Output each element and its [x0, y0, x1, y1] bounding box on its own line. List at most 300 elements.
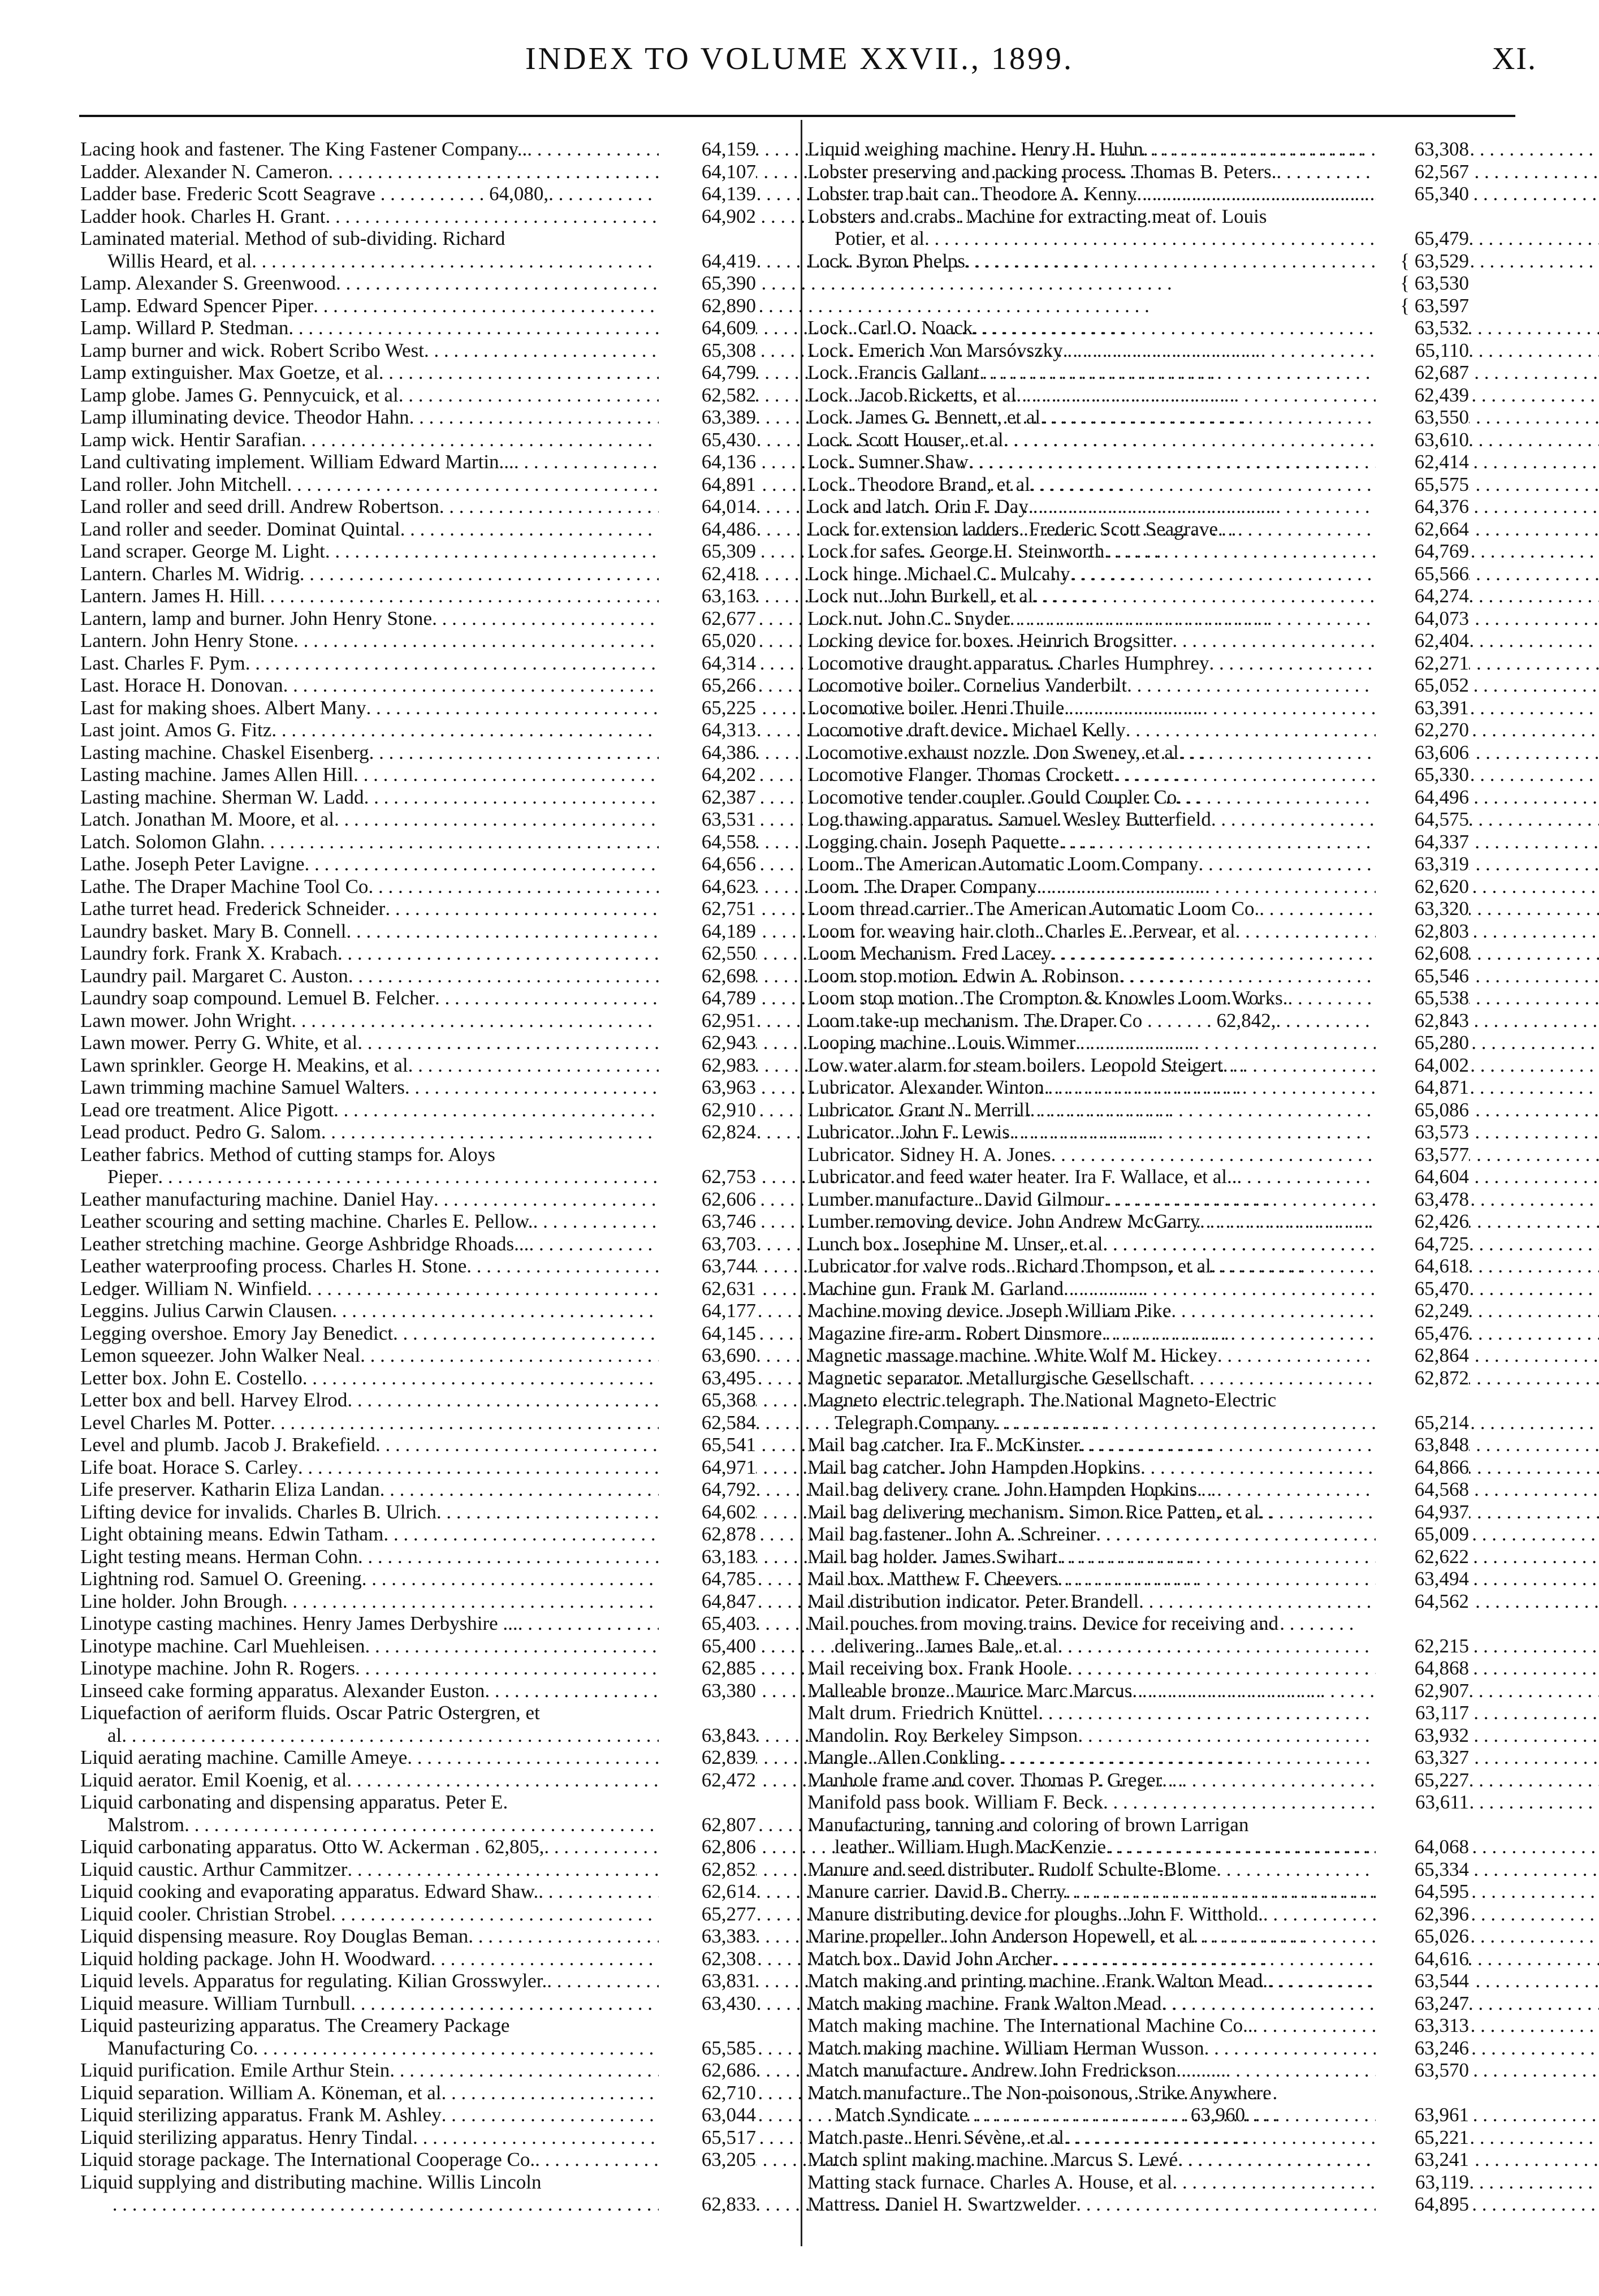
entry-text: Malt drum. Friedrich Knüttel . . .: [807, 1702, 1469, 1724]
entry-page-number: 62,864: [1376, 1344, 1469, 1367]
entry-text: Liquid holding package. John H. Woodward . . .: [80, 1948, 756, 1970]
index-entry: [807, 629, 1469, 652]
entry-page-number: 62,806: [659, 1836, 756, 1858]
index-entry: [80, 2082, 756, 2104]
entry-text: Liquid sterilizing apparatus. Henry Tindal . . .: [80, 2126, 756, 2149]
entry-page-number: 62,687: [1376, 361, 1469, 384]
index-entry: [807, 1568, 1469, 1590]
entry-text: Lamp globe. James G. Pennycuick, et al . . .: [80, 384, 756, 407]
index-entry: [80, 339, 756, 362]
entry-page-number: 63,044: [659, 2104, 756, 2126]
index-entry: [80, 2037, 756, 2060]
entry-text: Lawn mower. Perry G. White, et al . . .: [80, 1032, 756, 1054]
entry-page-number: 63,380: [659, 1680, 756, 1702]
index-entry: [80, 1791, 756, 1814]
index-entry: [80, 1546, 756, 1568]
index-entry: [807, 1210, 1469, 1233]
index-entry: [807, 1188, 1469, 1211]
index-entry: [807, 2037, 1469, 2060]
index-entry: [807, 1054, 1469, 1077]
index-entry: [807, 161, 1469, 183]
entry-text: Liquid supplying and distributing machine. Willis Lincoln: [80, 2170, 542, 2193]
index-entry: [807, 719, 1469, 741]
entry-text: Lathe turret head. Frederick Schneider . . .: [80, 897, 756, 920]
entry-text: Mail distribution indicator. Peter Brandell . . .: [807, 1590, 1469, 1613]
index-entry: [807, 875, 1469, 898]
index-entry: [80, 161, 756, 183]
entry-page-number: 62,910: [659, 1099, 756, 1121]
entry-page-number: 63,117: [1376, 1702, 1469, 1724]
header-rule: [79, 115, 1515, 117]
entry-page-number: 63,241: [1376, 2148, 1469, 2171]
entry-page-number: 64,274: [1376, 585, 1469, 607]
entry-text: Land roller. John Mitchell . . .: [80, 473, 756, 496]
entry-page-number: 65,334: [1376, 1858, 1469, 1881]
entry-text: Mail bag delivering mechanism. Simon Rice Patten, et al . . .: [807, 1501, 1469, 1524]
entry-text: Loom stop motion. The Crompton & Knowles Loom Works. . . .: [807, 987, 1469, 1009]
entry-page-number: 62,584: [659, 1412, 756, 1434]
entry-page-number: 62,943: [659, 1032, 756, 1054]
index-entry: [807, 1925, 1469, 1948]
index-entry: [807, 1032, 1469, 1054]
index-entry: [807, 1143, 1469, 1166]
entry-page-number: 63,570: [1376, 2059, 1469, 2082]
index-entry: [80, 1836, 756, 1858]
index-entry: [80, 1925, 756, 1948]
entry-page-number: 63,383: [659, 1925, 756, 1948]
entry-text: Manufacturing, tanning and coloring of brown Larrigan: [807, 1813, 1249, 1836]
entry-text: Leather waterproofing process. Charles H. Stone . . .: [80, 1255, 756, 1278]
entry-page-number: 63,247: [1376, 1992, 1469, 2015]
index-entry: [80, 1769, 756, 1792]
entry-page-number: 63,495: [659, 1367, 756, 1389]
index-entry: [80, 1970, 756, 1992]
entry-page-number: 64,107: [659, 161, 756, 183]
entry-page-number: 65,009: [1376, 1523, 1469, 1546]
entry-page-number: 63,119: [1376, 2171, 1469, 2194]
entry-text: Lobsters and crabs. Machine for extracting meat of. Louis: [807, 205, 1267, 227]
entry-page-number: 63,848: [1376, 1434, 1469, 1456]
entry-text: Manure and seed distributer. Rudolf Schulte-Blome . . .: [807, 1858, 1469, 1881]
entry-page-number: 62,308: [659, 1948, 756, 1970]
entry-text: Mail bag delivery crane. John Hampden Hopkins . . .: [807, 1478, 1469, 1501]
entry-text: Laminated material. Method of sub-dividing. Richard: [80, 227, 505, 249]
index-entry: [807, 1121, 1469, 1143]
entry-text: Magnetic massage machine. White Wolf M. Hickey . . .: [807, 1344, 1469, 1367]
entry-page-number: 63,606: [1376, 741, 1469, 764]
index-entry: [807, 1501, 1469, 1524]
entry-page-number: 64,486: [659, 518, 756, 541]
index-entry: [80, 1880, 756, 1903]
entry-page-number: 64,145: [659, 1322, 756, 1345]
entry-text: Light testing means. Herman Cohn . . .: [80, 1546, 756, 1568]
index-entry: [807, 1970, 1469, 1992]
index-entry: [80, 1635, 756, 1658]
entry-text: Linotype machine. John R. Rogers . . .: [80, 1657, 756, 1680]
entry-page-number: 64,895: [1376, 2193, 1469, 2216]
entry-text: Manifold pass book. William F. Beck . . .: [807, 1791, 1469, 1814]
entry-page-number: 65,214: [1376, 1412, 1469, 1434]
entry-text: Light obtaining means. Edwin Tatham . . .: [80, 1523, 756, 1546]
entry-text: Mandolin. Roy Berkeley Simpson . . .: [807, 1724, 1469, 1747]
entry-page-number: 64,902: [659, 205, 756, 228]
entry-page-number: 62,582: [659, 384, 756, 407]
entry-page-number: 64,558: [659, 831, 756, 853]
entry-page-number: 65,340: [1376, 183, 1469, 205]
entry-text: Liquid storage package. The International Cooperage Co. . . .: [80, 2148, 756, 2171]
index-entry: [807, 495, 1469, 518]
entry-text: Laundry soap compound. Lemuel B. Felcher . . .: [80, 987, 756, 1009]
entry-page-number: 63,744: [659, 1255, 756, 1278]
index-entry: [807, 1344, 1469, 1367]
index-entry: [807, 540, 1469, 563]
entry-text: leather. William Hugh MacKenzie . . .: [807, 1836, 1469, 1858]
entry-text: Life preserver. Katharin Eliza Landan . . .: [80, 1478, 756, 1501]
entry-text: Lawn mower. John Wright . . .: [80, 1009, 756, 1032]
entry-text: Loom take-up mechanism. The Draper Co . . . . . . . 62,842, . . .: [807, 1009, 1469, 1032]
entry-text: Lasting machine. James Allen Hill . . .: [80, 763, 756, 786]
entry-text: Manure distributing device for ploughs. John F. Witthold. . . .: [807, 1903, 1469, 1926]
entry-text: Land cultivating implement. William Edward Martin... . . .: [80, 451, 756, 473]
entry-page-number: 65,390: [659, 272, 756, 295]
index-entry: [807, 1322, 1469, 1345]
entry-text: Laundry pail. Margaret C. Auston . . .: [80, 965, 756, 987]
entry-text: Locomotive boiler. Henri Thuile . . .: [807, 697, 1469, 719]
entry-text: Lumber removing device. John Andrew McGarry . . .: [807, 1210, 1469, 1233]
entry-page-number: 65,026: [1376, 1925, 1469, 1948]
entry-page-number: 65,330: [1376, 763, 1469, 786]
entry-page-number: 65,266: [659, 674, 756, 697]
entry-text: Lock hinge. Michael C. Mulcahy . . .: [807, 563, 1469, 585]
entry-page-number: 62,622: [1376, 1546, 1469, 1568]
entry-page-number: 64,575: [1376, 808, 1469, 831]
index-entry: [80, 1724, 756, 1747]
index-entry: [807, 2104, 1469, 2126]
entry-text: Manure carrier. David B. Cherry . . .: [807, 1880, 1469, 1903]
entry-text: Level Charles M. Potter . . .: [80, 1412, 756, 1434]
index-entry: [807, 1434, 1469, 1456]
entry-page-number: 62,751: [659, 897, 756, 920]
entry-page-number: 64,602: [659, 1501, 756, 1524]
index-entry: [807, 942, 1469, 965]
index-entry: [80, 1143, 756, 1166]
entry-page-number: 63,391: [1376, 697, 1469, 719]
entry-page-number: 62,843: [1376, 1009, 1469, 1032]
entry-text: Lock. Francis Gallant . . .: [807, 361, 1469, 384]
entry-text: Level and plumb. Jacob J. Brakefield . . .: [80, 1434, 756, 1456]
entry-text: [807, 295, 1469, 317]
entry-text: Mail bag fastener. John A. Schreiner . . .: [807, 1523, 1469, 1546]
index-entry: [80, 1612, 756, 1635]
index-entry: [80, 1076, 756, 1099]
entry-page-number: 63,478: [1376, 1188, 1469, 1211]
entry-text: Locomotive draught apparatus. Charles Humphrey . . .: [807, 652, 1469, 675]
entry-page-number: 65,479: [1376, 227, 1469, 250]
index-entry: [80, 831, 756, 853]
index-entry: [80, 942, 756, 965]
entry-page-number: 65,227: [1376, 1769, 1469, 1792]
index-entry: [807, 1255, 1469, 1278]
entry-page-number: 62,215: [1376, 1635, 1469, 1658]
index-entry: [80, 406, 756, 429]
entry-page-number: 62,951: [659, 1009, 756, 1032]
entry-page-number: 62,396: [1376, 1903, 1469, 1926]
index-entry: [807, 1166, 1469, 1188]
index-entry: [80, 1099, 756, 1121]
entry-page-number: 62,418: [659, 563, 756, 585]
entry-text: Liquefaction of aeriform fluids. Oscar Patric Ostergren, et: [80, 1702, 540, 1724]
index-entry: [807, 1412, 1469, 1434]
entry-page-number: 65,308: [659, 339, 756, 362]
page-number: XI.: [1492, 41, 1537, 76]
index-entry: [80, 227, 756, 250]
index-entry: [807, 1367, 1469, 1389]
entry-page-number: 63,550: [1376, 406, 1469, 429]
index-entry: [807, 585, 1469, 607]
entry-text: Land scraper. George M. Light . . .: [80, 540, 756, 563]
entry-page-number: 64,604: [1376, 1166, 1469, 1188]
entry-text: Malleable bronze. Maurice Marc Marcus . . .: [807, 1680, 1469, 1702]
entry-text: Liquid measure. William Turnbull . . .: [80, 1992, 756, 2015]
index-entry: [80, 585, 756, 607]
index-entry: [80, 1054, 756, 1077]
index-entry: [80, 719, 756, 741]
entry-text: Liquid aerator. Emil Koenig, et al . . .: [80, 1769, 756, 1792]
entry-text: Liquid weighing machine. Henry H. Huhn . . .: [807, 138, 1469, 161]
entry-text: Lobster preserving and packing process. Thomas B. Peters. . . .: [807, 161, 1469, 183]
entry-page-number: 65,225: [659, 697, 756, 719]
entry-text: Land roller and seed drill. Andrew Robertson . . .: [80, 495, 756, 518]
entry-text: Manhole frame and cover. Thomas P. Greger . . .: [807, 1769, 1469, 1792]
index-entry: [80, 1412, 756, 1434]
index-entry: [80, 1568, 756, 1590]
index-entry: [80, 607, 756, 630]
entry-page-number: 62,664: [1376, 518, 1469, 541]
index-entry: [807, 1769, 1469, 1792]
index-entry: [807, 249, 1469, 317]
index-entry: [80, 1121, 756, 1143]
index-entry: [807, 1099, 1469, 1121]
index-entry: [807, 920, 1469, 943]
index-entry: [80, 2193, 756, 2216]
entry-text: Manufacturing Co . . .: [80, 2037, 756, 2060]
entry-page-number: 63,843: [659, 1724, 756, 1747]
entry-text: Lead ore treatment. Alice Pigott . . .: [80, 1099, 756, 1121]
index-entry: [807, 1702, 1469, 1724]
index-entry: [80, 1814, 756, 1836]
index-entry: [807, 831, 1469, 853]
index-entry: [80, 2148, 756, 2171]
index-entry: [807, 2126, 1469, 2149]
index-entry: [80, 1233, 756, 1255]
entry-text: Lubricator. Alexander Winton . . .: [807, 1076, 1469, 1099]
index-entry: [80, 652, 756, 675]
entry-text: Lock and latch. Orin F. Day . . .: [807, 495, 1469, 518]
entry-page-number: 64,177: [659, 1300, 756, 1322]
entry-text: Leather scouring and setting machine. Charles E. Pellow. . . .: [80, 1210, 756, 1233]
entry-text: al . . .: [80, 1724, 756, 1747]
entry-page-number: 65,430: [659, 429, 756, 451]
entry-text: Liquid cooking and evaporating apparatus. Edward Shaw. . . .: [80, 1880, 756, 1903]
entry-text: Laundry fork. Frank X. Krabach . . .: [80, 942, 756, 965]
entry-text: Liquid carbonating apparatus. Otto W. Ackerman . 62,805, . . .: [80, 1836, 756, 1858]
entry-page-number: 64,002: [1376, 1054, 1469, 1077]
index-entry: [80, 674, 756, 697]
entry-page-number: 64,725: [1376, 1233, 1469, 1255]
entry-page-number: 65,403: [659, 1612, 756, 1635]
entry-page-number: 63,430: [659, 1992, 756, 2015]
index-entry: [80, 1300, 756, 1322]
entry-page-number: 64,073: [1376, 607, 1469, 630]
entry-page-number: 65,585: [659, 2037, 756, 2060]
index-entry: [807, 272, 1469, 295]
index-entry: [80, 183, 756, 205]
index-entry: [80, 786, 756, 809]
index-entry: [80, 540, 756, 563]
index-entry: [80, 2104, 756, 2126]
entry-text: Pieper . . .: [80, 1166, 756, 1188]
entry-text: Telegraph Company . . .: [807, 1412, 1469, 1434]
entry-text: Ledger. William N. Winfield . . .: [80, 1278, 756, 1300]
entry-page-number: 63,544: [1376, 1970, 1469, 1992]
entry-page-number: 62,270: [1376, 719, 1469, 741]
index-entry: [80, 1210, 756, 1233]
entry-page-number: 62,807: [659, 1814, 756, 1836]
index-entry: [80, 495, 756, 518]
entry-page-number: 63,163: [659, 585, 756, 607]
index-entry: [80, 741, 756, 764]
entry-page-number: 62,710: [659, 2082, 756, 2104]
entry-page-number: 64,868: [1376, 1657, 1469, 1680]
entry-page-number: 62,472: [659, 1769, 756, 1792]
entry-text: Loom. The Draper Company . . .: [807, 875, 1469, 898]
entry-page-number: 62,803: [1376, 920, 1469, 943]
entry-text: Liquid cooler. Christian Strobel . . .: [80, 1903, 756, 1926]
entry-text: Linotype machine. Carl Muehleisen . . .: [80, 1635, 756, 1658]
index-column-right: [807, 138, 1469, 2216]
entry-text: delivering. James Bale, et al . . .: [807, 1635, 1469, 1658]
index-column-left: [80, 138, 756, 2216]
index-entry: [807, 1546, 1469, 1568]
entry-text: Looping machine. Louis Wimmer . . .: [807, 1032, 1469, 1054]
index-entry: [80, 2014, 756, 2037]
entry-text: Lock for extension ladders. Frederic Scott Seagrave . . .: [807, 518, 1469, 541]
entry-page-number: 63,389: [659, 406, 756, 429]
index-entry: [807, 339, 1469, 362]
entry-page-number: 65,052: [1376, 674, 1469, 697]
entry-page-number: 64,419: [659, 250, 756, 273]
index-entry: [807, 518, 1469, 541]
index-entry: [80, 1590, 756, 1613]
index-entry: [807, 1076, 1469, 1099]
entry-page-number: 64,136: [659, 451, 756, 473]
entry-text: Potier, et al . . .: [807, 227, 1469, 250]
entry-page-number: 64,496: [1376, 786, 1469, 809]
index-entry: [80, 1389, 756, 1412]
entry-page-number: 64,376: [1376, 495, 1469, 518]
entry-text: Magnetic separator. Metallurgische Gesellschaft . . .: [807, 1367, 1469, 1389]
index-entry: [80, 1478, 756, 1501]
index-entry: [807, 965, 1469, 987]
entry-page-number: 64,562: [1376, 1590, 1469, 1613]
entry-text: Lock. Emerich Von Marsóvszky . . .: [807, 339, 1469, 362]
entry-page-number: 64,789: [659, 987, 756, 1009]
entry-text: Lantern. Charles M. Widrig . . .: [80, 563, 756, 585]
entry-page-number: 65,086: [1376, 1099, 1469, 1121]
entry-page-number: 64,891: [659, 473, 756, 496]
entry-text: Loom for weaving hair cloth. Charles E. Pervear, et al . . .: [807, 920, 1469, 943]
entry-text: Magazine fire-arm. Robert Dinsmore . . .: [807, 1322, 1469, 1345]
index-entry: [80, 1255, 756, 1278]
entry-text: Lock. Theodore Brand, et al . . .: [807, 473, 1469, 496]
index-entry: [807, 897, 1469, 920]
entry-text: Lock. Sumner Shaw . . .: [807, 451, 1469, 473]
index-entry: [807, 1635, 1469, 1658]
entry-page-number: 63,690: [659, 1344, 756, 1367]
index-entry: [80, 1858, 756, 1881]
entry-page-number: 63,313: [1376, 2014, 1469, 2037]
entry-text: Match making machine. Frank Walton Mead . . .: [807, 1992, 1469, 2015]
entry-text: Lubricator. Sidney H. A. Jones . . .: [807, 1143, 1469, 1166]
entry-page-number: 64,785: [659, 1568, 756, 1590]
entry-text: Lock. Jacob Ricketts, et al . . .: [807, 384, 1469, 407]
entry-text: Mail pouches from moving trains. Device for receiving and: [807, 1612, 1278, 1634]
entry-text: Lantern. John Henry Stone . . .: [80, 629, 756, 652]
entry-text: Lamp. Alexander S. Greenwood . . .: [80, 272, 756, 295]
index-entry: [807, 1300, 1469, 1322]
entry-text: Match splint making machine. Marcus S. Levé . . .: [807, 2148, 1469, 2171]
index-entry: [807, 741, 1469, 764]
entry-page-number: 64,139: [659, 183, 756, 205]
entry-text: Letter box and bell. Harvey Elrod . . .: [80, 1389, 756, 1412]
entry-text: Locomotive Flanger. Thomas Crockett . . .: [807, 763, 1469, 786]
entry-page-number: 64,937: [1376, 1501, 1469, 1524]
entry-text: Match box. David John Archer . . .: [807, 1948, 1469, 1970]
entry-text: Machine moving device. Joseph William Pike . . .: [807, 1300, 1469, 1322]
entry-text: Last. Horace H. Donovan . . .: [80, 674, 756, 697]
entry-page-number: 64,623: [659, 875, 756, 898]
entry-text: Locking device for boxes. Heinrich Brogsitter . . .: [807, 629, 1469, 652]
entry-text: Lock. James G. Bennett, et al . . .: [807, 406, 1469, 429]
entry-text: Match manufacture. The Non-poisonous, Strike Anywhere: [807, 2081, 1272, 2104]
index-entry: [80, 295, 756, 317]
index-entry: [80, 897, 756, 920]
entry-text: Liquid caustic. Arthur Cammitzer . . .: [80, 1858, 756, 1881]
entry-page-number: 64,799: [659, 361, 756, 384]
entry-page-number: 63,494: [1376, 1568, 1469, 1590]
entry-text: Ladder hook. Charles H. Grant . . .: [80, 205, 756, 228]
entry-page-number: { 63,529 { 63,530 { 63,597: [1376, 250, 1469, 317]
entry-text: Lock for safes. George H. Steinworth . . .: [807, 540, 1469, 563]
index-entry: [807, 406, 1469, 429]
entry-text: Liquid carbonating and dispensing apparatus. Peter E.: [80, 1791, 508, 1813]
index-entry: [807, 674, 1469, 697]
index-entry: [807, 1992, 1469, 2015]
entry-page-number: 65,400: [659, 1635, 756, 1658]
entry-page-number: 64,769: [1376, 540, 1469, 563]
index-entry: [807, 1657, 1469, 1680]
entry-page-number: 64,792: [659, 1478, 756, 1501]
entry-page-number: 64,313: [659, 719, 756, 741]
index-entry: [807, 2014, 1469, 2037]
entry-text: Lamp illuminating device. Theodor Hahn . . .: [80, 406, 756, 429]
entry-text: Lubricator. Grant N. Merrill . . .: [807, 1099, 1469, 1121]
index-entry: [807, 2148, 1469, 2171]
index-entry: [807, 205, 1469, 228]
entry-text: Low water alarm for steam boilers. Leopold Steigert . . .: [807, 1054, 1469, 1077]
entry-text: Mail bag catcher. Ira F. McKinster . . .: [807, 1434, 1469, 1456]
entry-text: Lubricator and feed water heater. Ira F. Wallace, et al.. . . .: [807, 1166, 1469, 1188]
